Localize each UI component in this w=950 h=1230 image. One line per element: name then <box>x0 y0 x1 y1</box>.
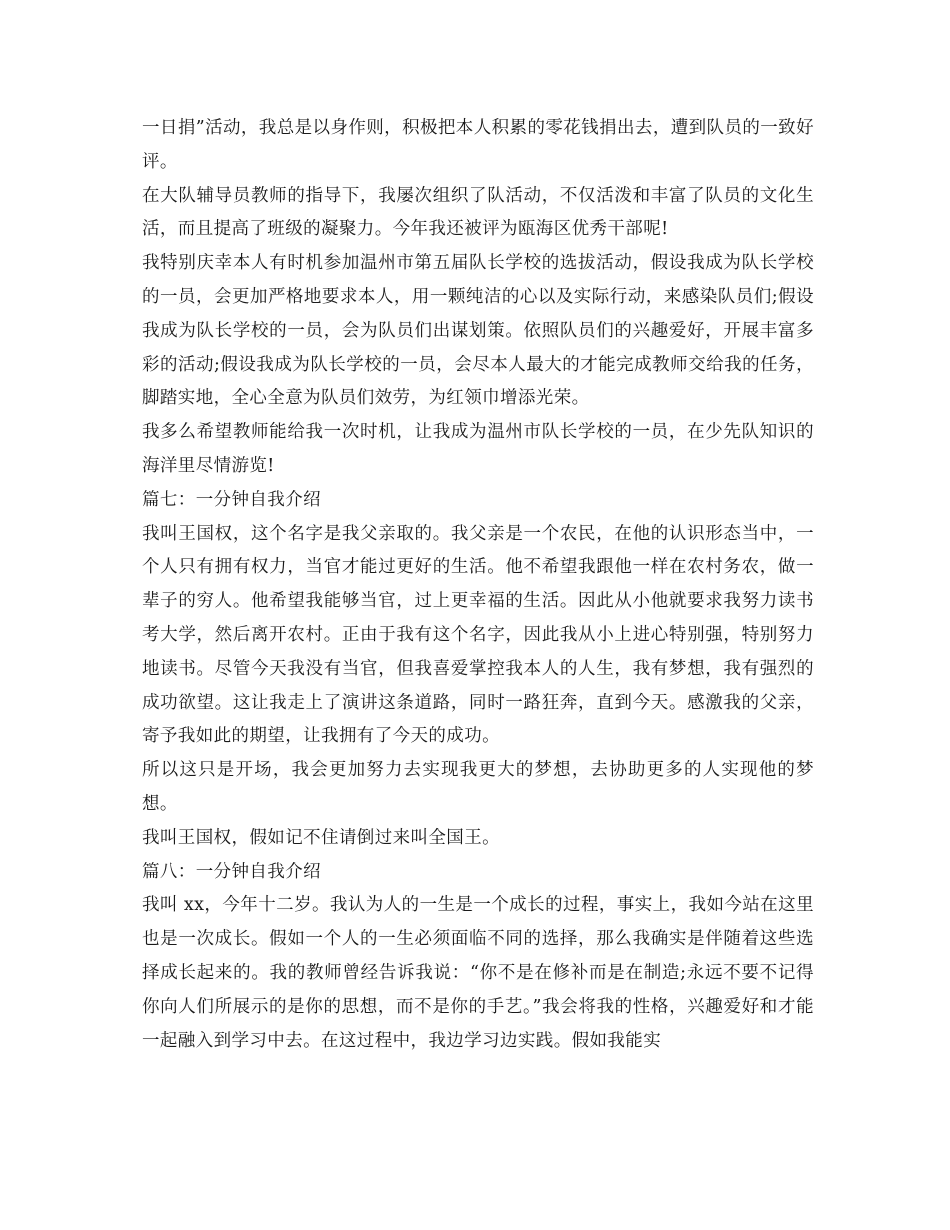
paragraph: 一日捐”活动，我总是以身作则，积极把本人积累的零花钱捐出去，遭到队员的一致好评。 <box>142 118 814 172</box>
paragraph: 我特别庆幸本人有时机参加温州市第五届队长学校的选拔活动，假设我成为队长学校的一员，会更加严格地要求本人，用一颗纯洁的心以及实际行动，来感染队员们;假设我成为队长学校的一员，会为队员们出谋划策。依照队员们的兴趣爱好，开展丰富多彩的活动;假设我成为队长学校的一员，会尽本人最大的才能完成教师交给我的任务，脚踏实地，全心全意为队员们效劳，为红领巾增添光荣。 <box>142 253 814 409</box>
document-body <box>142 112 814 1058</box>
paragraph: 所以这只是开场，我会更加努力去实现我更大的梦想，去协助更多的人实现他的梦想。 <box>142 760 814 814</box>
paragraph: 我叫 xx，今年十二岁。我认为人的一生是一个成长的过程，事实上，我如今站在这里也是一次成长。假如一个人的一生必须面临不同的选择，那么我确实是伴随着这些选择成长起来的。我的教师曾经告诉我说：“你不是在修补而是在制造;永远不要不记得你向人们所展示的是你的思想，而不是你的手艺。”我会将我的性格，兴趣爱好和才能一起融入到学习中去。在这过程中，我边学习边实践。假如我能实 <box>142 895 814 1051</box>
section-heading-8: 篇八：一分钟自我介绍 <box>142 861 321 882</box>
paragraph: 我叫王国权，这个名字是我父亲取的。我父亲是一个农民，在他的认识形态当中，一个人只有拥有权力，当官才能过更好的生活。他不希望我跟他一样在农村务农，做一辈子的穷人。他希望我能够当官，过上更幸福的生活。因此从小他就要求我努力读书考大学，然后离开农村。正由于我有这个名字，因此我从小上进心特别强，特别努力地读书。尽管今天我没有当官，但我喜爱掌控我本人的人生，我有梦想，我有强烈的成功欲望。这让我走上了演讲这条道路，同时一路狂奔，直到今天。感激我的父亲，寄予我如此的期望，让我拥有了今天的成功。 <box>142 523 814 747</box>
section-heading-7: 篇七：一分钟自我介绍 <box>142 489 321 510</box>
paragraph: 我多么希望教师能给我一次时机，让我成为温州市队长学校的一员，在少先队知识的海洋里尽情游览! <box>142 422 814 476</box>
paragraph: 在大队辅导员教师的指导下，我屡次组织了队活动，不仅活泼和丰富了队员的文化生活，而且提高了班级的凝聚力。今年我还被评为瓯海区优秀干部呢! <box>142 185 814 240</box>
paragraph: 我叫王国权，假如记不住请倒过来叫全国王。 <box>142 827 500 848</box>
